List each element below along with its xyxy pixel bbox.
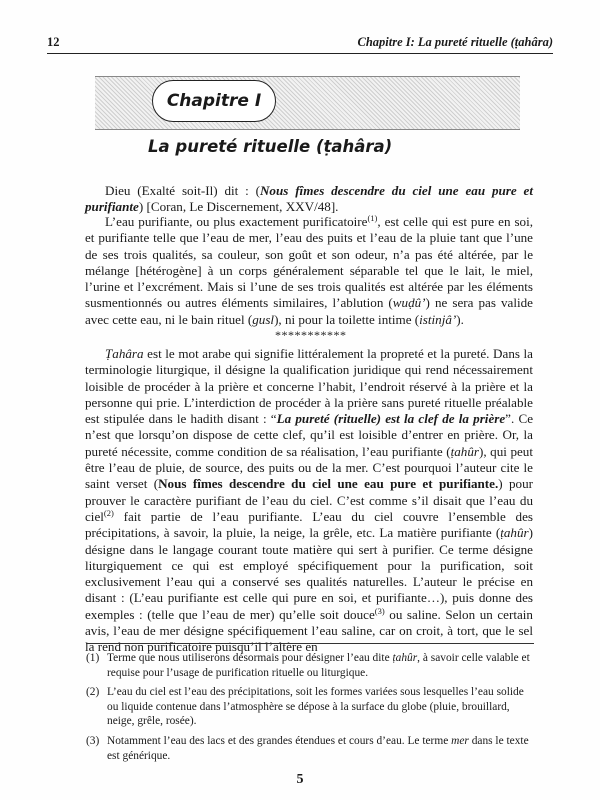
- p2-text-e: ).: [456, 311, 464, 327]
- footnote-mark: (3): [86, 734, 100, 747]
- footnote-text: L’eau du ciel est l’eau des précipitations, soit les formes variées sous lesquelles l’eau solide ou liquide contenue dans l’atmosphère se dépose à la surface du globe (pluie, brouillard, neige, grêle, rosée).: [107, 686, 524, 728]
- chapter-label: Chapitre I: [166, 91, 262, 111]
- folio-number: 5: [296, 772, 304, 787]
- running-header: [47, 35, 553, 51]
- coran-quote: Nous fîmes descendre du ciel une eau pure et purifiante: [85, 183, 533, 215]
- running-title: Chapitre I: La pureté rituelle (ṭahâra): [357, 35, 553, 49]
- p2-text-d: ), ni pour la toilette intime (: [274, 311, 420, 327]
- footnote-1: [86, 651, 534, 680]
- footnote-text-end: , à savoir celle valable et requise pour l’usage de purification rituelle ou liturgique.: [107, 652, 530, 679]
- footnote-text: Terme que nous utiliserons désormais pour désigner l’eau dite: [107, 652, 393, 664]
- band-bottom-line: [95, 129, 520, 130]
- header-rule: [47, 53, 553, 54]
- term-tahur: ṭahûr: [450, 443, 479, 459]
- p2-text-b: , est celle qui est pure en soi, et purifiante telle que l’eau de mer, l’eau des puits et l’eau de la pluie tant que l’une de ses trois qualités, sa couleur, son goût et son odeur, n’a pas été altérée, par le mélange [hétérogène] à un corps généralement séparable tel que le lait, le miel, l’urine et l’excrément. Mais si l’une de ses trois qualités est altérée par les éléments susmentionnés ou autres éléments similaires, l’ablution (: [85, 214, 533, 311]
- footnote-text: Notamment l’eau des lacs et des grandes étendues et cours d’eau. Le terme: [107, 734, 452, 747]
- p1-text-a: Dieu (Exalté soit-Il) dit : (: [105, 183, 260, 198]
- p3-text-a: est le mot arabe qui signifie littéralement la propreté et la pureté. Dans la terminologie liturgique, il désigne la qualification juridique qui rend nécessairement loisible de procéder à la prière et concerne l’habit, l’endroit réservé à la prière et la personne qui prie. L’interdiction de procéder à la prière sans pureté rituelle préalable est stipulée dans le hadith disant : “: [85, 346, 533, 427]
- chapter-label-box: [152, 80, 276, 122]
- footnote-ref-1: (1): [367, 213, 378, 223]
- section-separator: ***********: [275, 328, 347, 342]
- p3-text-b: ”. Ce n’est que lorsqu’on dispose de cette clef, qu’il est loisible d’entrer en prière. Or, la pureté nécessite, comme condition de sa réalisation, l’eau purifiante (: [85, 411, 534, 459]
- footnote-term: mer: [451, 734, 469, 747]
- paragraph-1: [85, 183, 533, 216]
- footnote-text-end: dans le texte est générique.: [107, 734, 529, 762]
- footnote-mark: (1): [86, 652, 100, 664]
- footnotes: [86, 651, 534, 768]
- chapter-title: La pureté rituelle (ṭahâra): [148, 137, 393, 156]
- p3-text-f: ) désigne dans le langage courant toute matière qui sert à purifier. Ce terme désigne liturgiquement ce qui est employé spécifiquement pour la purification, soit exclusivement l’eau qui a conservé ses qualités naturelles. L’auteur le précise en disant : (L’eau purifiante est celle qui pure en soi, et purifiante…), puis donne des exemples : (telle que l’eau de mer) qu’elle soit douce: [85, 525, 533, 622]
- hadith-quote: La pureté (rituelle) est la clef de la prière: [276, 411, 506, 427]
- footnote-term: ṭahûr: [392, 652, 418, 664]
- term-wudu: wuḍû’: [392, 295, 426, 311]
- p2-text-a: L’eau purifiante, ou plus exactement purificatoire: [105, 214, 368, 229]
- page-number: 12: [47, 35, 60, 49]
- footnote-ref-2: (2): [103, 507, 114, 518]
- term-gusl: gusl: [252, 311, 275, 327]
- footnote-2: [86, 685, 534, 729]
- p2-text-c: ) ne sera pas valide avec cette eau, ni le bain rituel (: [85, 295, 533, 327]
- footnote-3: [86, 734, 534, 763]
- paragraph-3: [85, 346, 533, 656]
- footnote-ref-3: (3): [374, 605, 385, 616]
- verse-quote: Nous fîmes descendre du ciel une eau pure et purifiante.: [158, 476, 499, 492]
- p3-text-g: ou saline. Selon un certain avis, l’eau de mer désigne spécifiquement l’eau saline, car on croit, à tort, que le sel la rend non purificatoire puisqu’il l’altère en: [85, 606, 533, 655]
- term-tahara: Ṭahâra: [105, 346, 144, 361]
- p1-text-b: ) [Coran, Le Discernement, XXV/48].: [138, 199, 339, 215]
- paragraph-2: [85, 214, 533, 328]
- p3-text-e: fait partie de l’eau purifiante. L’eau du ciel couvre l’ensemble des précipitations, à savoir, la pluie, la neige, la grêle, etc. La matière purifiante (: [85, 508, 533, 541]
- term-tahur-2: ṭahûr: [500, 525, 529, 541]
- p3-text-c: ), qui peut être l’eau de pluie, de source, des puits ou de la mer. C’est pourquoi l’auteur cite le saint verset (: [85, 443, 533, 492]
- footnote-rule: [86, 643, 534, 644]
- footnote-mark: (2): [86, 686, 100, 699]
- p3-text-d: ) pour prouver le caractère purifiant de l’eau du ciel. C’est comme s’il disait que l’eau du ciel: [85, 476, 533, 524]
- term-istinja: istinjâ’: [419, 311, 457, 327]
